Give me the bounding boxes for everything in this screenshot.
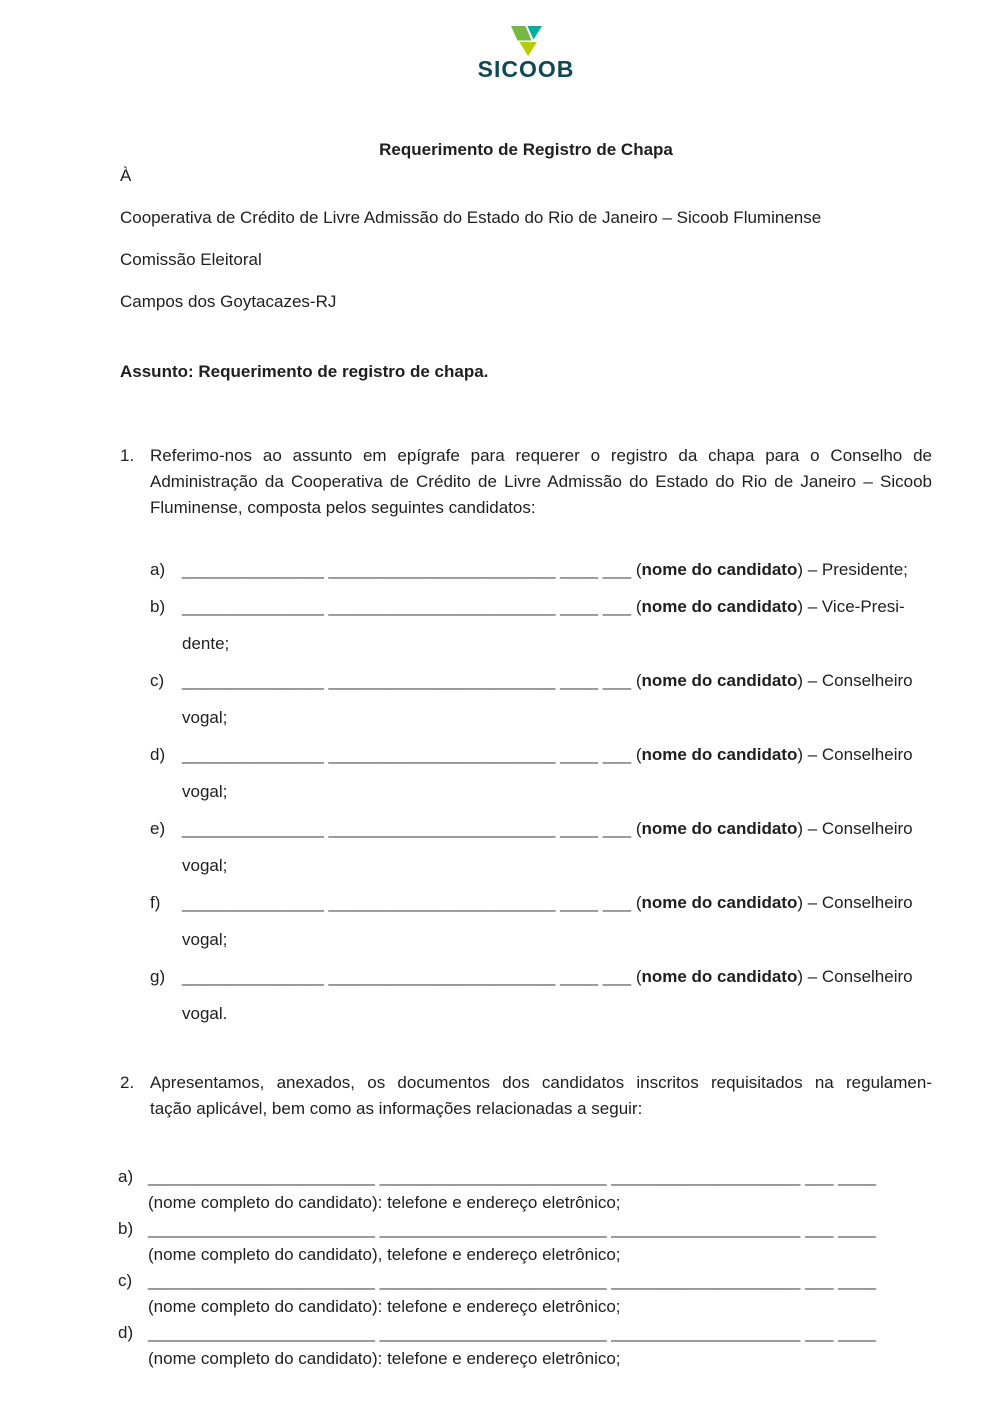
candidate-role-continuation: vogal;: [182, 708, 228, 727]
candidate-name-label: nome do candidato: [641, 893, 798, 912]
candidate-role: ) – Conselheiro: [797, 819, 913, 838]
candidate-role-continuation: vogal;: [182, 856, 228, 875]
candidate-item-d: [120, 736, 932, 810]
fill-in-blank: ________________________ ________________________ ____________________ ___ ____: [148, 1219, 876, 1238]
addressee-city: Campos dos Goytacazes-RJ: [120, 292, 337, 311]
candidate-line: [182, 736, 932, 773]
applicant-item-a: [120, 1164, 932, 1216]
item-letter: d): [150, 745, 166, 764]
fill-in-blank: _______________ ________________________ ____ ___: [182, 967, 632, 986]
address-block: [120, 163, 932, 315]
applicant-item-c: [120, 1268, 932, 1320]
item-letter: a): [118, 1167, 134, 1186]
candidate-name-label: nome do candidato: [641, 597, 798, 616]
candidate-line: [182, 588, 932, 625]
candidate-item-a: [120, 551, 932, 588]
fill-in-blank: _______________ ________________________ ____ ___: [182, 893, 632, 912]
candidate-item-b: [120, 588, 932, 662]
candidate-name-label: nome do candidato: [641, 819, 798, 838]
label-open: (: [631, 745, 642, 764]
candidate-name-label: nome do candidato: [641, 745, 798, 764]
item-letter: d): [118, 1323, 134, 1342]
item-letter: a): [150, 560, 166, 579]
item-letter: e): [150, 819, 166, 838]
blank-caption: (nome completo do candidato): telefone e endereço eletrônico;: [148, 1297, 621, 1316]
paragraph-line: Apresentamos, anexados, os documentos dos candidatos inscritos requisitados na regulamen-: [150, 1073, 932, 1092]
item-number: 1.: [120, 446, 135, 465]
candidate-role: ) – Conselheiro: [797, 967, 913, 986]
candidate-role: ) – Presidente;: [797, 560, 908, 579]
item-letter: f): [150, 893, 161, 912]
applicant-item-d: [120, 1320, 932, 1372]
item-letter: b): [150, 597, 166, 616]
document-title: Requerimento de Registro de Chapa: [379, 140, 673, 159]
document-content: [120, 0, 932, 1372]
label-open: (: [631, 597, 642, 616]
paragraph-line: Administração da Cooperativa de Crédito de Livre Admissão do Estado do Rio de Janeiro – Sicoob: [150, 472, 932, 491]
candidate-line: [182, 662, 932, 699]
applicant-info-list: [120, 1164, 932, 1372]
fill-in-blank: ________________________ ________________________ ____________________ ___ ____: [148, 1323, 876, 1342]
candidate-item-c: [120, 662, 932, 736]
blank-caption: (nome completo do candidato), telefone e endereço eletrônico;: [148, 1245, 621, 1264]
item-letter: c): [150, 671, 165, 690]
blank-caption: (nome completo do candidato): telefone e endereço eletrônico;: [148, 1349, 621, 1368]
addressee-committee: Comissão Eleitoral: [120, 250, 262, 269]
sicoob-logo: [120, 0, 932, 81]
sicoob-wordmark: SICOOB: [477, 56, 575, 82]
paragraph-line: Fluminense, composta pelos seguintes candidatos:: [150, 498, 536, 517]
candidate-name-label: nome do candidato: [641, 560, 798, 579]
candidate-role-continuation: vogal.: [182, 1004, 228, 1023]
candidate-role: ) – Conselheiro: [797, 745, 913, 764]
candidate-role-continuation: vogal;: [182, 930, 228, 949]
addressee-cooperative: Cooperativa de Crédito de Livre Admissão do Estado do Rio de Janeiro – Sicoob Fluminense: [120, 208, 822, 227]
candidate-item-f: [120, 884, 932, 958]
salutation: À: [120, 166, 132, 185]
item-number: 2.: [120, 1073, 135, 1092]
paragraph-line: tação aplicável, bem como as informações relacionadas a seguir:: [150, 1099, 643, 1118]
fill-in-blank: ________________________ ________________________ ____________________ ___ ____: [148, 1271, 876, 1290]
candidate-role-continuation: dente;: [182, 634, 230, 653]
numbered-paragraph-1: [120, 443, 932, 521]
candidate-item-e: [120, 810, 932, 884]
item-letter: c): [118, 1271, 133, 1290]
label-open: (: [631, 671, 642, 690]
blank-caption: (nome completo do candidato): telefone e endereço eletrônico;: [148, 1193, 621, 1212]
candidate-list: [120, 551, 932, 1032]
candidate-line: [182, 884, 932, 921]
numbered-paragraph-2: [120, 1070, 932, 1122]
label-open: (: [631, 967, 642, 986]
candidate-item-g: [120, 958, 932, 1032]
subject-line: Assunto: Requerimento de registro de chapa.: [120, 362, 489, 381]
fill-in-blank: ________________________ ________________________ ____________________ ___ ____: [148, 1167, 876, 1186]
fill-in-blank: _______________ ________________________ ____ ___: [182, 597, 632, 616]
fill-in-blank: _______________ ________________________ ____ ___: [182, 671, 632, 690]
fill-in-blank: _______________ ________________________ ____ ___: [182, 745, 632, 764]
label-open: (: [631, 893, 642, 912]
item-letter: g): [150, 967, 166, 986]
applicant-item-b: [120, 1216, 932, 1268]
sicoob-v-icon: [506, 26, 546, 56]
label-open: (: [631, 819, 642, 838]
candidate-role: ) – Vice-Presi-: [797, 597, 905, 616]
fill-in-blank: _______________ ________________________ ____ ___: [182, 560, 632, 579]
fill-in-blank: _______________ ________________________ ____ ___: [182, 819, 632, 838]
candidate-line: [182, 810, 932, 847]
candidate-line: [182, 551, 932, 588]
paragraph-line: Referimo-nos ao assunto em epígrafe para requerer o registro da chapa para o Conselho de: [150, 446, 932, 465]
label-open: (: [631, 560, 642, 579]
candidate-name-label: nome do candidato: [641, 671, 798, 690]
candidate-role: ) – Conselheiro: [797, 893, 913, 912]
candidate-role: ) – Conselheiro: [797, 671, 913, 690]
candidate-name-label: nome do candidato: [641, 967, 798, 986]
candidate-line: [182, 958, 932, 995]
item-letter: b): [118, 1219, 134, 1238]
candidate-role-continuation: vogal;: [182, 782, 228, 801]
